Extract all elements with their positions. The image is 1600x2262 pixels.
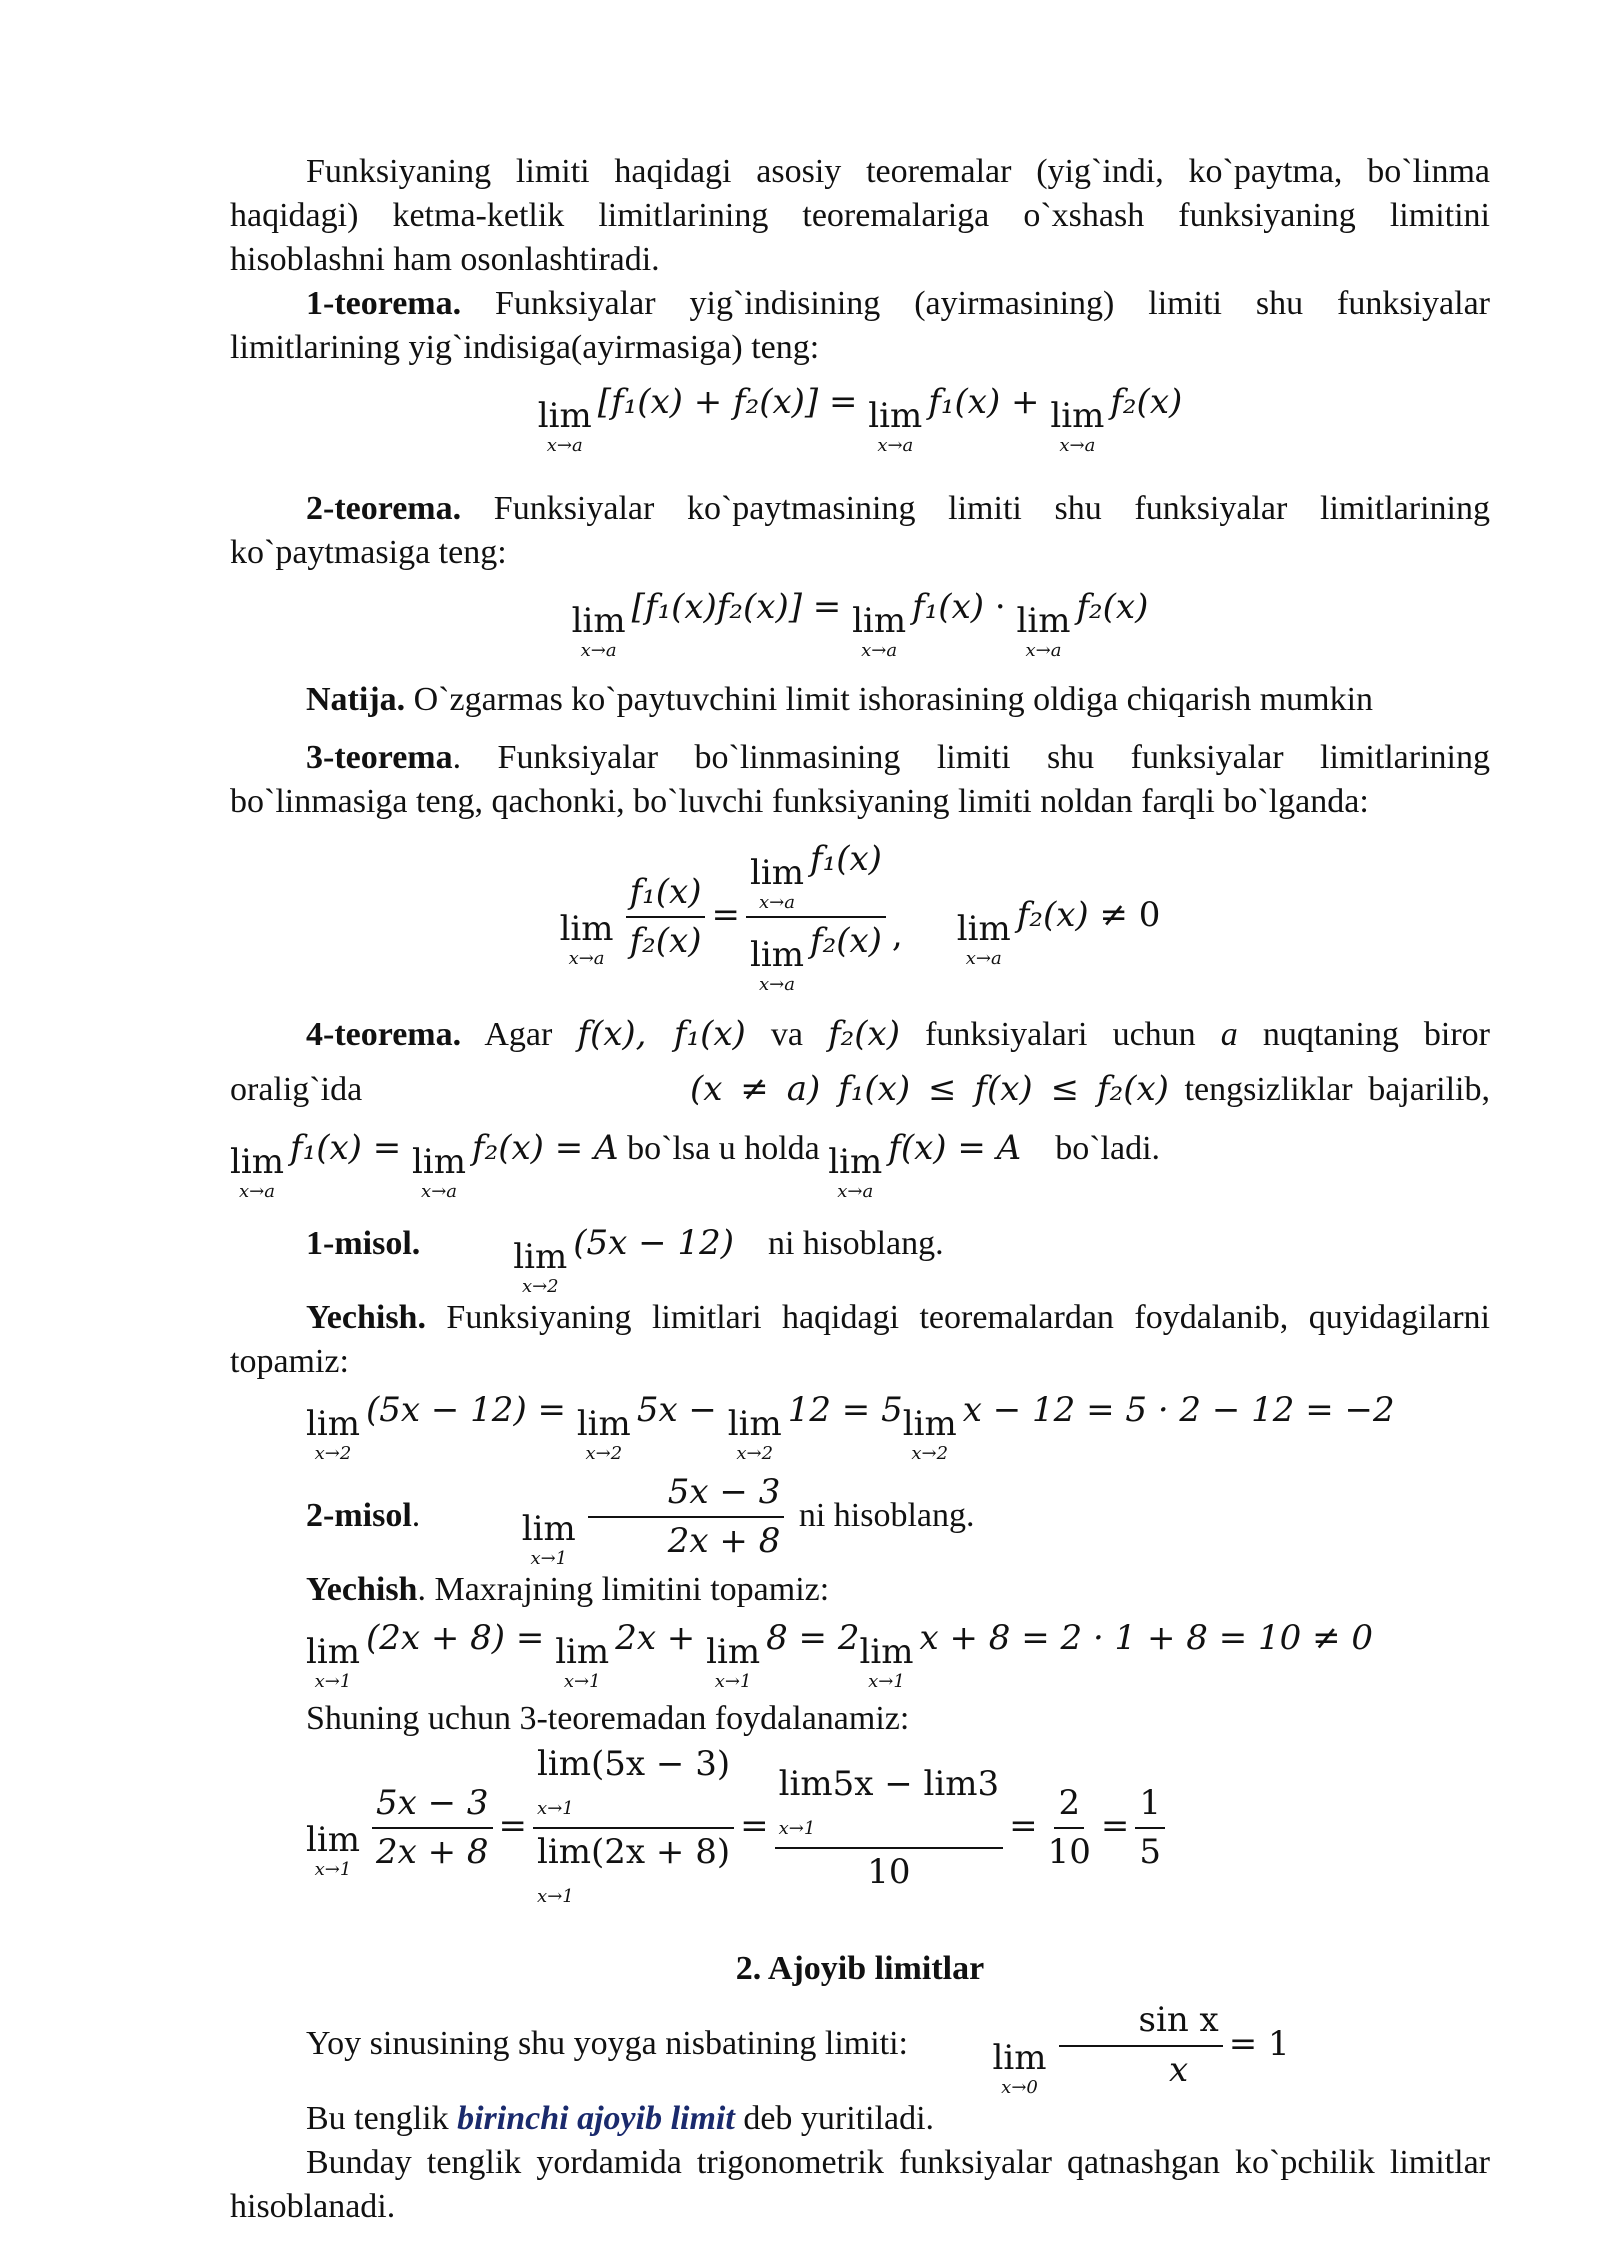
theorem-3 [230, 736, 1490, 824]
theorem-4-conclusion: lim x→a f₁(x) = lim x→a f₂(x) = A bo`lsa u holda lim x→a f(x) = A bo`ladi. [230, 1128, 1161, 1202]
first-remarkable-limit: Yoy sinusining shu yoyga nisbatining limiti: lim x→0 $\frac{\text{sin x}}{x}$ = 1 [306, 2000, 1290, 2098]
theorem-1-text: Funksiyalar yig`indisining (ayirmasining) limiti shu funksiyalar limitlarining yig`indisiga(ayirmasiga) teng: [230, 285, 1490, 366]
theorem-3-label: 3-teorema [306, 739, 453, 776]
remarkable-limit-name: Bu tenglik birinchi ajoyib limit deb yuritiladi. [306, 2099, 935, 2137]
formula-solution-1: lim x→2 (5x − 12) = lim x→2 5x − lim x→2 12 = 5 lim x→2 x − 12 = 5 · 2 − 12 = −2 [306, 1390, 1395, 1464]
corollary [230, 678, 1490, 722]
solution-1: Yechish. Funksiyaning limitlari haqidagi teoremalardan foydalanib, quyidagilarni topamiz: [230, 1299, 1490, 1380]
solution-2: Yechish. Maxrajning limitini topamiz: [306, 1571, 830, 1609]
example-2-label: 2-misol [306, 1497, 412, 1535]
formula-example-2: lim x→1 $\frac{5x - 3}{2x + 8}$ = lim(5x − 3) x→1 lim(2x + 8) x→1 = lim5x − lim3 x→1 10 = $\frac{2}{10}$ = $\frac{1}{5}$ [306, 1745, 1490, 1911]
formula-theorem-2: lim x→a [f₁(x)f₂(x)] = lim x→a f₁(x) · lim x→a f₂(x) [571, 587, 1149, 661]
lim-operator: lim x→a [868, 396, 923, 456]
example-1-label: 1-misol. [306, 1225, 421, 1262]
theorem-4-condition: oralig`ida (x ≠ a) f₁(x) ≤ f(x) ≤ f₂(x) tengsizliklar bajarilib, [230, 1069, 1491, 1109]
intro-paragraph: Funksiyaning limiti haqidagi asosiy teoremalar (yig`indi, ko`paytma, bo`linma haqidagi) ketma-ketlik limitlarining teoremalariga o`xshash funksiyaning limitini hisoblashni ham osonlashtiradi. [230, 153, 1490, 278]
solution-1-label: Yechish. [306, 1299, 426, 1336]
section-title: 2. Ajoyib limitlar [735, 1950, 985, 1988]
closing-paragraph: Bunday tenglik yordamida trigonometrik funksiyalar qatnashgan ko`pchilik limitlar hisoblanadi. [230, 2143, 1490, 2225]
theorem-3-text: . Funksiyalar bo`linmasining limiti shu funksiyalar limitlarining bo`linmasiga teng, qachonki, bo`luvchi funksiyaning limiti noldan farqli bo`lganda: [230, 739, 1490, 820]
remarkable-limit-term: birinchi ajoyib limit [457, 2099, 735, 2137]
solution-2-label: Yechish [306, 1571, 418, 1609]
theorem-2-text: Funksiyalar ko`paytmasining limiti shu funksiyalar limitlarining ko`paytmasiga teng: [230, 490, 1490, 571]
theorem-4-label: 4-teorema. [306, 1016, 462, 1053]
formula-theorem-3: lim x→a $\frac{\text{f₁(x)}}{\text{f₂(x)}}$ = lim x→a f₁(x) lim x→a f₂(x) , lim x→a f₂(x) ≠ 0 [559, 839, 1161, 995]
formula-theorem-1: lim x→a [f₁(x) + f₂(x)] = lim x→a f₁(x) + lim x→a f₂(x) [537, 382, 1183, 456]
lim-operator: lim x→a [537, 396, 592, 456]
theorem-3-usage: Shuning uchun 3-teoremadan foydalanamiz: [306, 1700, 910, 1738]
theorem-1 [230, 282, 1490, 370]
theorem-2-label: 2-teorema. [306, 490, 462, 527]
lim-operator: lim x→a [1050, 396, 1105, 456]
corollary-text: O`zgarmas ko`paytuvchini limit ishorasining oldiga chiqarish mumkin [405, 681, 1374, 718]
theorem-4: 4-teorema. Agar f(x), f₁(x) va f₂(x) funksiyalari uchun a nuqtaning biror [306, 1014, 1490, 1054]
corollary-label: Natija. [306, 681, 406, 718]
formula-solution-2: lim x→1 (2x + 8) = lim x→1 2x + lim x→1 8 = 2 lim x→1 x + 8 = 2 · 1 + 8 = 10 ≠ 0 [306, 1618, 1374, 1693]
document-page [230, 150, 1490, 2229]
example-2: 2-misol. lim x→1 $\frac{5x - 3}{2x + 8}$ ni hisoblang. [306, 1472, 975, 1570]
theorem-1-label: 1-teorema. [306, 285, 462, 322]
example-1: 1-misol. lim x→2 (5x − 12) ni hisoblang. [306, 1223, 944, 1297]
theorem-2 [230, 487, 1490, 575]
